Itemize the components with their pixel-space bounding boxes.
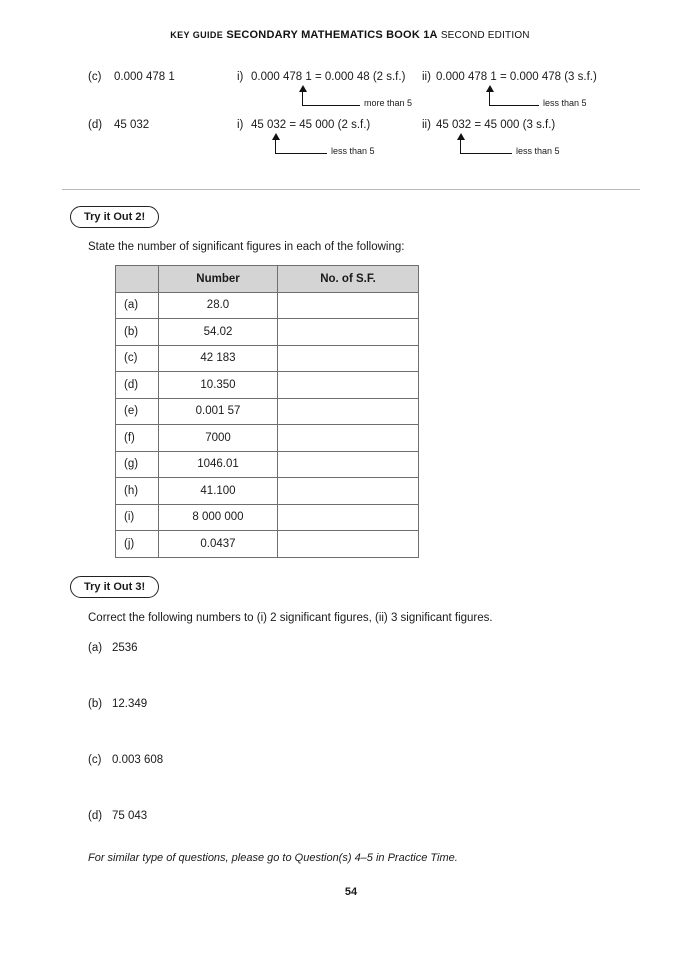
table-header-number: Number xyxy=(159,266,278,293)
table-cell-answer[interactable] xyxy=(278,292,419,319)
table-cell-index: (h) xyxy=(116,478,159,505)
callout-label: more than 5 xyxy=(364,98,413,108)
table-cell-index: (d) xyxy=(116,372,159,399)
worked-row-part-i xyxy=(237,71,405,83)
worked-row-value: 45 032 xyxy=(114,119,150,131)
table-cell-number: 42 183 xyxy=(159,345,278,372)
try-it-out-3-section xyxy=(70,576,640,598)
table-cell-number: 7000 xyxy=(159,425,278,452)
table-row xyxy=(116,451,419,478)
arrow-stem xyxy=(489,91,490,106)
table-cell-answer[interactable] xyxy=(278,531,419,558)
arrow-horizontal xyxy=(302,105,360,106)
page-content xyxy=(0,71,700,898)
table-cell-number: 0.001 57 xyxy=(159,398,278,425)
worked-row-part-ii-roman: ii) xyxy=(422,119,431,131)
question-value: 12.349 xyxy=(112,697,148,710)
question-item xyxy=(88,642,640,654)
running-head-title: SECONDARY MATHEMATICS BOOK 1A xyxy=(226,29,438,41)
table-row xyxy=(116,345,419,372)
try-it-out-2-section xyxy=(70,206,640,228)
question-label: (b) xyxy=(88,697,103,710)
callout-label: less than 5 xyxy=(516,146,560,156)
table-cell-index: (b) xyxy=(116,319,159,346)
table-cell-number: 1046.01 xyxy=(159,451,278,478)
worked-examples xyxy=(62,71,640,167)
worked-row-part-i xyxy=(237,119,370,131)
arrow-horizontal xyxy=(489,105,539,106)
table-row xyxy=(116,319,419,346)
table-row xyxy=(116,292,419,319)
table-cell-number: 8 000 000 xyxy=(159,504,278,531)
try-it-out-2-badge: Try it Out 2! xyxy=(70,206,159,228)
question-value: 2536 xyxy=(112,641,138,654)
table-header-sf: No. of S.F. xyxy=(278,266,419,293)
table-row xyxy=(116,372,419,399)
worked-row-part-ii-roman: ii) xyxy=(422,71,431,83)
table-cell-answer[interactable] xyxy=(278,398,419,425)
table-cell-answer[interactable] xyxy=(278,372,419,399)
table-cell-index: (f) xyxy=(116,425,159,452)
running-head xyxy=(0,0,700,41)
table-row xyxy=(116,425,419,452)
worked-row-part-ii xyxy=(422,71,597,83)
significant-figures-table xyxy=(115,265,419,558)
arrow-horizontal xyxy=(460,153,512,154)
worked-row-value: 0.000 478 1 xyxy=(114,71,175,83)
question-value: 0.003 608 xyxy=(112,753,164,766)
worked-row-part-i-roman: i) xyxy=(237,71,244,83)
worked-row-label: (c) xyxy=(88,71,102,83)
arrow-horizontal xyxy=(275,153,327,154)
table-cell-number: 28.0 xyxy=(159,292,278,319)
worked-row-part-ii-text: 45 032 = 45 000 (3 s.f.) xyxy=(436,119,556,131)
page-number: 54 xyxy=(344,885,358,898)
table-cell-index: (g) xyxy=(116,451,159,478)
question-label: (a) xyxy=(88,641,103,654)
table-cell-index: (c) xyxy=(116,345,159,372)
table-cell-answer[interactable] xyxy=(278,425,419,452)
table-header-index xyxy=(116,266,159,293)
worked-row xyxy=(62,119,640,167)
callout-label: less than 5 xyxy=(543,98,587,108)
arrow-stem xyxy=(275,139,276,154)
table-cell-answer[interactable] xyxy=(278,504,419,531)
table-row xyxy=(116,504,419,531)
question-item xyxy=(88,754,640,766)
table-cell-number: 54.02 xyxy=(159,319,278,346)
table-cell-number: 41.100 xyxy=(159,478,278,505)
try-it-out-3-instruction: Correct the following numbers to (i) 2 significant figures, (ii) 3 significant figures. xyxy=(88,611,493,624)
callout-label: less than 5 xyxy=(331,146,375,156)
question-value: 75 043 xyxy=(112,809,148,822)
worked-row-part-ii xyxy=(422,119,555,131)
arrow-stem xyxy=(460,139,461,154)
worked-row-part-i-text: 45 032 = 45 000 (2 s.f.) xyxy=(251,119,371,131)
table-cell-answer[interactable] xyxy=(278,478,419,505)
table-cell-number: 0.0437 xyxy=(159,531,278,558)
arrow-stem xyxy=(302,91,303,106)
table-cell-answer[interactable] xyxy=(278,451,419,478)
running-head-prefix: KEY GUIDE xyxy=(170,30,224,40)
table-cell-number: 10.350 xyxy=(159,372,278,399)
practice-time-note: For similar type of questions, please go to Question(s) 4–5 in Practice Time. xyxy=(88,851,458,864)
question-item xyxy=(88,698,640,710)
table-cell-index: (i) xyxy=(116,504,159,531)
table-cell-index: (a) xyxy=(116,292,159,319)
table-cell-index: (j) xyxy=(116,531,159,558)
table-row xyxy=(116,398,419,425)
worked-row-part-i-roman: i) xyxy=(237,119,244,131)
running-head-edition: SECOND EDITION xyxy=(440,30,530,41)
answer-space[interactable] xyxy=(62,766,640,810)
worked-row-part-i-text: 0.000 478 1 = 0.000 48 (2 s.f.) xyxy=(251,71,406,83)
worked-row-label: (d) xyxy=(88,119,103,131)
table-cell-answer[interactable] xyxy=(278,319,419,346)
question-label: (c) xyxy=(88,753,102,766)
worked-row xyxy=(62,71,640,119)
try-it-out-2-instruction: State the number of significant figures in each of the following: xyxy=(88,241,405,253)
table-header-row xyxy=(116,266,419,293)
try-it-out-3-badge: Try it Out 3! xyxy=(70,576,159,598)
table-row xyxy=(116,531,419,558)
question-item xyxy=(88,810,640,822)
worked-row-part-ii-text: 0.000 478 1 = 0.000 478 (3 s.f.) xyxy=(436,71,597,83)
answer-space[interactable] xyxy=(62,654,640,698)
answer-space[interactable] xyxy=(62,710,640,754)
table-cell-index: (e) xyxy=(116,398,159,425)
table-cell-answer[interactable] xyxy=(278,345,419,372)
table-row xyxy=(116,478,419,505)
section-divider xyxy=(62,189,640,190)
question-label: (d) xyxy=(88,809,103,822)
